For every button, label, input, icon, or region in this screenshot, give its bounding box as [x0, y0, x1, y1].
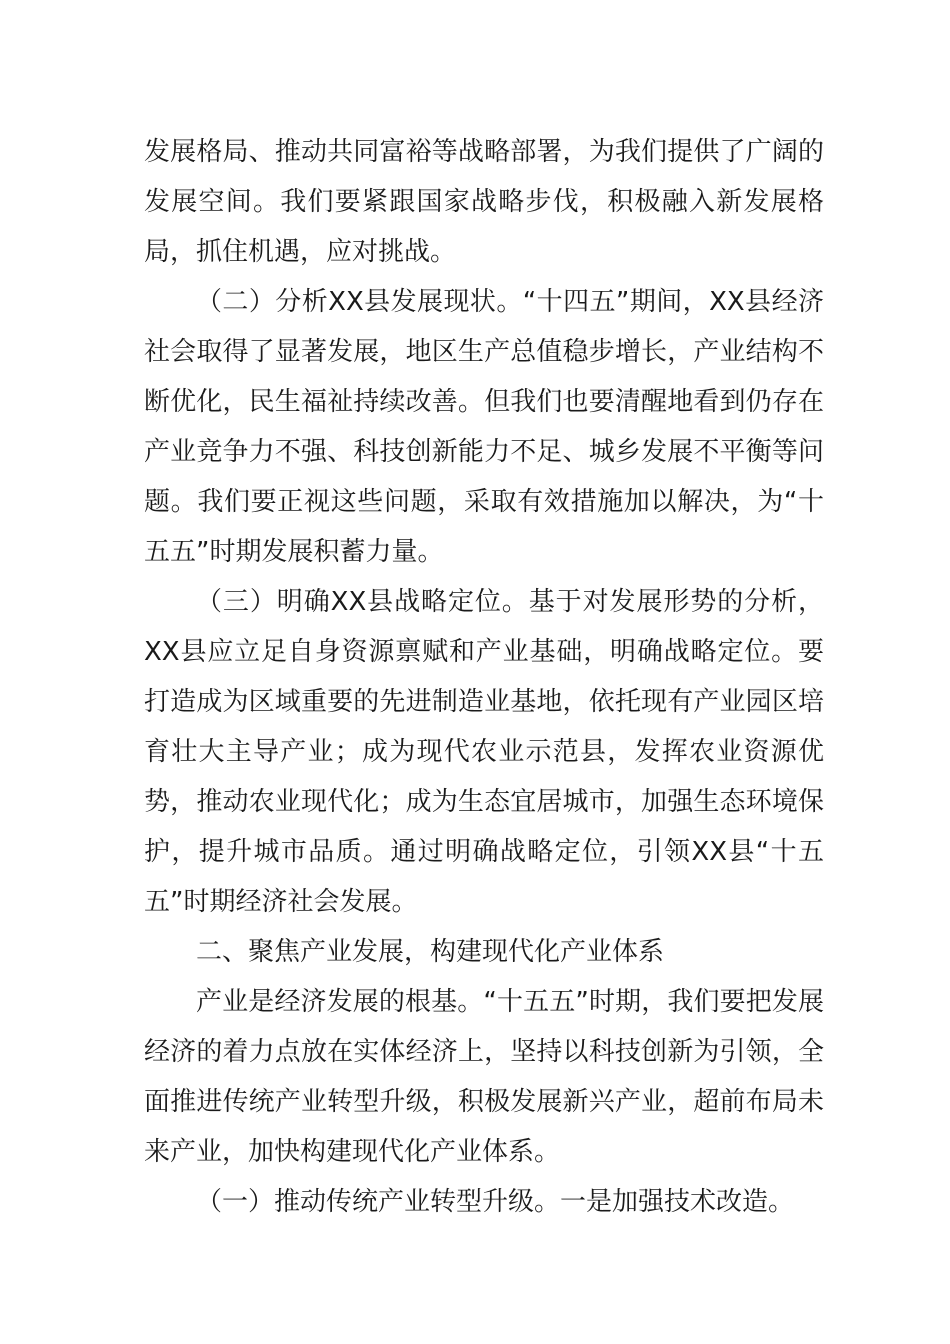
paragraph-industry-intro: 产业是经济发展的根基。“十五五”时期，我们要把发展经济的着力点放在实体经济上，坚持以科技创新为引领，全面推进传统产业转型升级，积极发展新兴产业，超前布局未来产业，加快构建现代化产业体系。	[144, 987, 824, 1167]
section-heading: 二、聚焦产业发展，构建现代化产业体系	[196, 937, 665, 967]
paragraph-section-2: （二）分析XX县发展现状。“十四五”期间，XX县经济社会取得了显著发展，地区生产总值稳步增长，产业结构不断优化，民生福祉持续改善。但我们也要清醒地看到仍存在产业竞争力不强、科技创新能力不足、城乡发展不平衡等问题。我们要正视这些问题，采取有效措施加以解决，为“十五五”时期发展积蓄力量。	[144, 287, 824, 567]
paragraph-continuation: 发展格局、推动共同富裕等战略部署，为我们提供了广阔的发展空间。我们要紧跟国家战略步伐，积极融入新发展格局，抓住机遇，应对挑战。	[144, 137, 824, 267]
paragraph-subsection-1: （一）推动传统产业转型升级。一是加强技术改造。	[196, 1187, 795, 1217]
paragraph-section-3: （三）明确XX县战略定位。基于对发展形势的分析，XX县应立足自身资源禀赋和产业基础，明确战略定位。要打造成为区域重要的先进制造业基地，依托现有产业园区培育壮大主导产业；成为现代农业示范县，发挥农业资源优势，推动农业现代化；成为生态宜居城市，加强生态环境保护，提升城市品质。通过明确战略定位，引领XX县“十五五”时期经济社会发展。	[144, 587, 824, 917]
document-body	[144, 127, 824, 1227]
